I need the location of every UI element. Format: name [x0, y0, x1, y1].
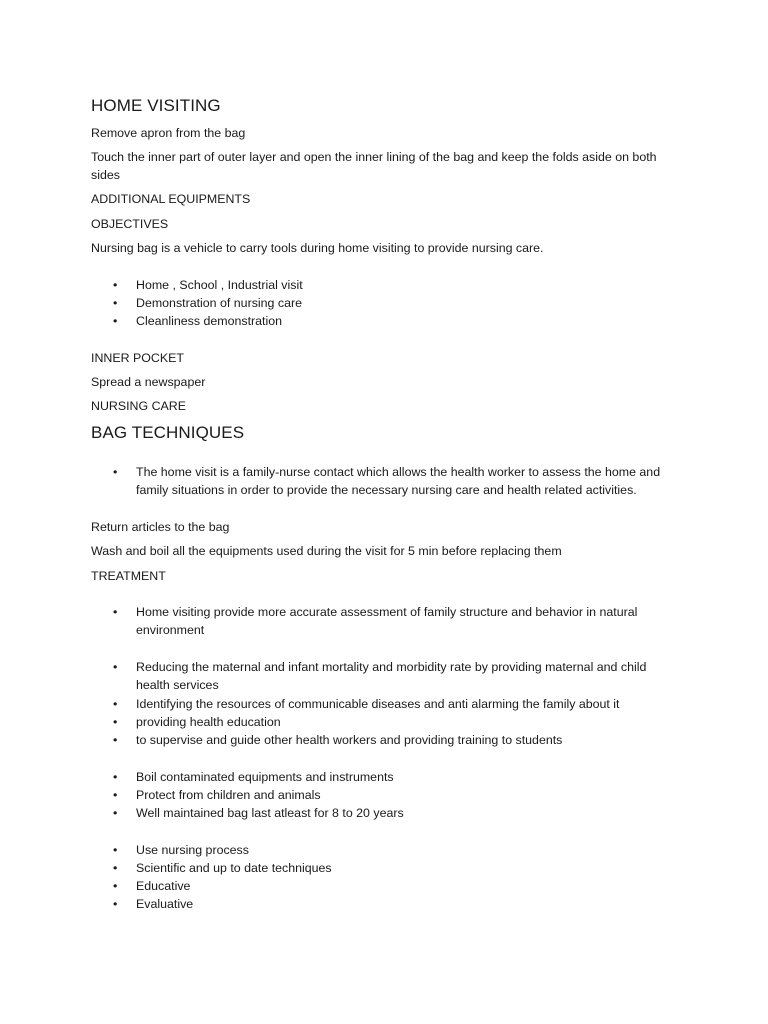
list-item-text: Cleanliness demonstration [136, 314, 283, 328]
text-touch-inner-line1: Touch the inner part of outer layer and open the inner lining of the bag and keep the folds aside on both [91, 150, 657, 164]
list-item-text [136, 603, 637, 639]
text-nursing-bag: Nursing bag is a vehicle to carry tools during home visiting to provide nursing care. [91, 241, 544, 255]
list-item [0, 859, 768, 877]
list-item-text: Use nursing process [136, 843, 249, 857]
list-item [0, 804, 768, 822]
bullet-icon: • [113, 314, 118, 328]
bullet-icon: • [113, 861, 118, 875]
list-item-text: Well maintained bag last atleast for 8 to 20 years [136, 806, 404, 820]
list-item-text [136, 658, 646, 694]
text-inner-pocket: INNER POCKET [91, 351, 184, 365]
bullet-icon: • [113, 788, 118, 802]
text-additional-equipments: ADDITIONAL EQUIPMENTS [91, 192, 251, 206]
text-touch-inner-line2: sides [91, 168, 120, 182]
list-item-text: Protect from children and animals [136, 788, 321, 802]
bullet-icon: • [113, 697, 118, 711]
list-item [0, 294, 768, 312]
text-spread-newspaper: Spread a newspaper [91, 375, 206, 389]
bullet-icon: • [113, 660, 118, 674]
list-item [0, 768, 768, 786]
bullet-icon: • [113, 465, 118, 479]
text-treatment: TREATMENT [91, 569, 166, 583]
heading-home-visiting: HOME VISITING [91, 96, 221, 115]
bullet-icon: • [113, 770, 118, 784]
bullet-icon: • [113, 733, 118, 747]
bullet-icon: • [113, 715, 118, 729]
list-item-text: providing health education [136, 715, 281, 729]
list-item [0, 841, 768, 859]
bullet-icon: • [113, 879, 118, 893]
list-item-text: Evaluative [136, 897, 194, 911]
text-touch-inner [91, 148, 657, 184]
list-item-text: to supervise and guide other health workers and providing training to students [136, 733, 563, 747]
list-item-text-line1: Home visiting provide more accurate assessment of family structure and behavior in natural [136, 605, 638, 619]
text-remove-apron: Remove apron from the bag [91, 126, 246, 140]
list-item [0, 877, 768, 895]
list-item [0, 603, 768, 639]
list-item-text: Demonstration of nursing care [136, 296, 302, 310]
text-objectives: OBJECTIVES [91, 217, 169, 231]
list-item [0, 731, 768, 749]
list-item-text-line2: environment [136, 623, 205, 637]
bullet-icon: • [113, 605, 118, 619]
list-item-text-line1: The home visit is a family-nurse contact which allows the health worker to assess the home and [136, 465, 661, 479]
heading-bag-techniques: BAG TECHNIQUES [91, 423, 245, 442]
bullet-icon: • [113, 897, 118, 911]
list-item [0, 786, 768, 804]
list-item-text: Boil contaminated equipments and instruments [136, 770, 394, 784]
text-return-articles: Return articles to the bag [91, 520, 230, 534]
list-item [0, 312, 768, 330]
list-item [0, 463, 768, 499]
list-item-text-line2: health services [136, 678, 219, 692]
bullet-icon: • [113, 806, 118, 820]
list-item-text: Scientific and up to date techniques [136, 861, 332, 875]
list-item-text: Educative [136, 879, 191, 893]
text-wash-boil: Wash and boil all the equipments used during the visit for 5 min before replacing them [91, 544, 562, 558]
bullet-icon: • [113, 843, 118, 857]
list-item-text: Home , School , Industrial visit [136, 278, 303, 292]
bullet-icon: • [113, 278, 118, 292]
text-nursing-care: NURSING CARE [91, 399, 187, 413]
list-item-text-line2: family situations in order to provide the necessary nursing care and health related activities. [136, 483, 637, 497]
list-item [0, 276, 768, 294]
list-item [0, 713, 768, 731]
list-item [0, 695, 768, 713]
list-item-text-line1: Reducing the maternal and infant mortality and morbidity rate by providing maternal and child [136, 660, 647, 674]
bullet-icon: • [113, 296, 118, 310]
list-item [0, 895, 768, 913]
list-item-text [136, 463, 660, 499]
list-item [0, 658, 768, 694]
list-item-text: Identifying the resources of communicable diseases and anti alarming the family about it [136, 697, 620, 711]
